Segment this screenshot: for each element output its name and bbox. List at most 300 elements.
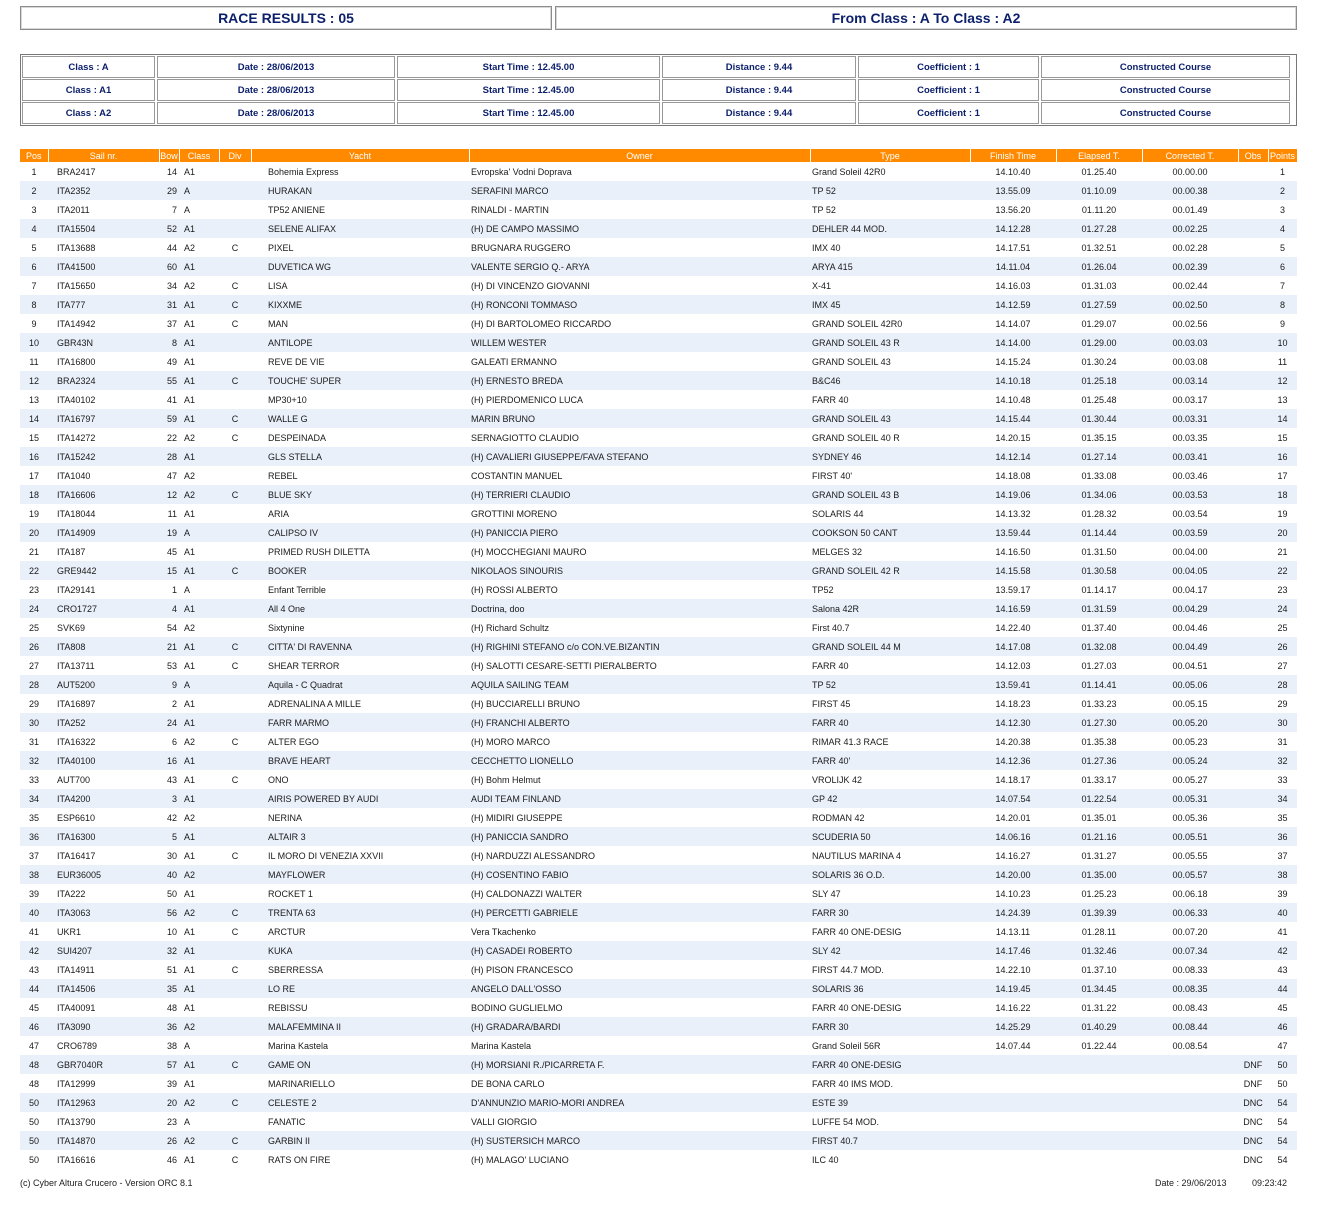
cell-owner: Evropska' Vodni Doprava: [471, 166, 572, 177]
cell-sail-nr: ITA3063: [48, 903, 159, 922]
cell-elapsed-time: 01.40.29: [1056, 1017, 1142, 1036]
cell-owner: AQUILA SAILING TEAM: [469, 675, 810, 694]
table-header: [20, 149, 1297, 162]
cell-elapsed-time: 01.29.07: [1081, 318, 1117, 329]
info-course-type: Constructed Course: [1041, 102, 1290, 124]
cell-sail-nr: ITA18044: [57, 508, 96, 519]
cell-type: GRAND SOLEIL 43 B: [810, 485, 970, 504]
cell-pos: 29: [28, 698, 39, 709]
cell-type: FARR 30: [810, 1017, 970, 1036]
col-header-bow: Bow: [160, 150, 178, 161]
cell-corrected-time: 00.05.51: [1142, 827, 1238, 846]
cell-finish-time: 14.16.22: [995, 1002, 1031, 1013]
cell-points: 42: [1268, 941, 1297, 960]
cell-sail-nr: EUR36005: [48, 865, 159, 884]
cell-yacht: Marina Kastela: [268, 1040, 329, 1051]
cell-points: 54: [1277, 1116, 1288, 1127]
cell-bow: 39: [166, 1078, 177, 1089]
cell-class: A1: [184, 394, 196, 405]
table-row: [20, 314, 1297, 333]
cell-elapsed-time: 01.30.44: [1056, 409, 1142, 428]
info-row: [22, 79, 1295, 101]
cell-corrected-time: 00.02.28: [1172, 242, 1208, 253]
cell-corrected-time: 00.03.14: [1142, 371, 1238, 390]
cell-div: [219, 1112, 251, 1131]
cell-div: C: [219, 409, 251, 428]
cell-bow: 7: [171, 204, 177, 215]
cell-type: GRAND SOLEIL 44 M: [810, 637, 970, 656]
table-row: [20, 523, 1297, 542]
cell-obs: [1238, 314, 1268, 333]
cell-bow: 11: [167, 508, 177, 519]
cell-class: A2: [184, 432, 196, 443]
cell-obs: [1238, 257, 1268, 276]
cell-div: C: [219, 1093, 251, 1112]
cell-elapsed-time: [1056, 1055, 1142, 1074]
cell-sail-nr: ITA4200: [48, 789, 159, 808]
cell-yacht: SHEAR TERROR: [268, 660, 340, 671]
cell-obs: [1238, 903, 1268, 922]
cell-sail-nr: ITA29141: [57, 584, 96, 595]
cell-div: [219, 789, 251, 808]
cell-obs: [1238, 827, 1268, 846]
cell-pos: 10: [20, 333, 48, 352]
cell-type: ARYA 415: [810, 257, 970, 276]
cell-class: A1: [184, 926, 196, 937]
cell-finish-time: 14.17.51: [995, 242, 1031, 253]
cell-class: A2: [179, 485, 219, 504]
cell-pos: 8: [20, 295, 48, 314]
cell-bow: 36: [159, 1017, 179, 1036]
cell-points: 7: [1279, 280, 1285, 291]
cell-corrected-time: 00.03.41: [1142, 447, 1238, 466]
cell-points: 47: [1277, 1040, 1288, 1051]
cell-owner: VALENTE SERGIO Q.- ARYA: [469, 257, 810, 276]
cell-pos: 50: [20, 1131, 48, 1150]
cell-div: [219, 1036, 251, 1055]
cell-finish-time: [970, 1131, 1056, 1150]
cell-obs: [1238, 485, 1268, 504]
table-row: [20, 238, 1297, 257]
cell-class: A1: [179, 979, 219, 998]
cell-class: A1: [179, 295, 219, 314]
cell-owner: (H) SUSTERSICH MARCO: [469, 1131, 810, 1150]
cell-corrected-time: 00.07.34: [1142, 941, 1238, 960]
cell-class: A1: [179, 827, 219, 846]
col-header-pos: Pos: [20, 149, 48, 162]
cell-corrected-time: 00.03.35: [1172, 432, 1208, 443]
cell-points: 16: [1268, 447, 1297, 466]
cell-corrected-time: 00.04.00: [1172, 546, 1208, 557]
cell-finish-time: 14.12.36: [970, 751, 1056, 770]
cell-sail-nr: ITA1040: [57, 470, 91, 481]
cell-pos: 41: [28, 926, 39, 937]
col-header-points: Points: [1269, 150, 1295, 161]
cell-corrected-time: 00.03.54: [1172, 508, 1208, 519]
table-body: [20, 162, 1297, 1169]
cell-div: [219, 808, 251, 827]
cell-corrected-time: 00.03.17: [1172, 394, 1208, 405]
cell-corrected-time: 00.03.08: [1172, 356, 1208, 367]
cell-points: 11: [1277, 356, 1288, 367]
cell-sail-nr: ITA16322: [57, 736, 96, 747]
cell-type: FIRST 45: [812, 698, 851, 709]
cell-class: A: [184, 584, 191, 595]
cell-sail-nr: GBR43N: [48, 333, 159, 352]
cell-obs: [1238, 371, 1268, 390]
cell-points: 4: [1268, 219, 1297, 238]
cell-class: A2: [184, 812, 196, 823]
cell-yacht: ANTILOPE: [251, 333, 469, 352]
cell-owner: GALEATI ERMANNO: [471, 356, 557, 367]
cell-bow: 43: [166, 774, 177, 785]
cell-pos: 40: [20, 903, 48, 922]
cell-pos: 14: [20, 409, 48, 428]
col-header-owner: Owner: [469, 149, 810, 162]
cell-class: A1: [179, 637, 219, 656]
cell-owner: SERAFINI MARCO: [469, 181, 810, 200]
cell-elapsed-time: 01.31.59: [1056, 599, 1142, 618]
cell-yacht: FANATIC: [268, 1116, 306, 1127]
cell-yacht: MARINARIELLO: [268, 1078, 336, 1089]
table-row: [20, 903, 1297, 922]
cell-obs: [1238, 504, 1268, 523]
cell-obs: [1238, 447, 1268, 466]
info-course-type: Constructed Course: [1041, 79, 1290, 101]
cell-type: SLY 47: [812, 888, 841, 899]
table-row: [20, 1074, 1297, 1093]
cell-points: 38: [1268, 865, 1297, 884]
cell-owner: (H) PANICCIA SANDRO: [469, 827, 810, 846]
cell-owner: (H) MIDIRI GIUSEPPE: [471, 812, 563, 823]
cell-owner: (H) PANICCIA PIERO: [469, 523, 810, 542]
cell-sail-nr: ITA16797: [48, 409, 159, 428]
cell-bow: 48: [166, 1002, 177, 1013]
cell-corrected-time: 00.05.31: [1142, 789, 1238, 808]
cell-corrected-time: 00.07.20: [1172, 926, 1208, 937]
cell-owner: (H) RIGHINI STEFANO c/o CON.VE.BIZANTIN: [469, 637, 810, 656]
cell-obs: [1238, 770, 1268, 789]
info-distance: Distance : 9.44: [662, 79, 856, 101]
cell-yacht: ALTAIR 3: [251, 827, 469, 846]
cell-points: 29: [1277, 698, 1288, 709]
cell-pos: 42: [20, 941, 48, 960]
cell-type: FARR 40 ONE-DESIG: [812, 1002, 902, 1013]
cell-finish-time: 14.22.40: [995, 622, 1031, 633]
cell-sail-nr: SVK69: [57, 622, 86, 633]
cell-type: FARR 30: [810, 903, 970, 922]
cell-pos: 50: [20, 1093, 48, 1112]
cell-elapsed-time: 01.39.39: [1056, 903, 1142, 922]
cell-bow: 59: [159, 409, 179, 428]
cell-elapsed-time: 01.14.41: [1056, 675, 1142, 694]
table-row: [20, 1017, 1297, 1036]
cell-type: GRAND SOLEIL 43: [812, 356, 891, 367]
cell-elapsed-time: 01.31.50: [1081, 546, 1117, 557]
cell-type: GP 42: [810, 789, 970, 808]
cell-points: 34: [1268, 789, 1297, 808]
table-row: [20, 1055, 1297, 1074]
cell-sail-nr: ITA13711: [57, 660, 95, 671]
cell-corrected-time: 00.08.44: [1142, 1017, 1238, 1036]
cell-bow: 49: [166, 356, 177, 367]
cell-div: [219, 713, 251, 732]
cell-sail-nr: ITA252: [48, 713, 159, 732]
cell-sail-nr: AUT700: [57, 774, 91, 785]
cell-corrected-time: 00.04.17: [1172, 584, 1208, 595]
cell-yacht: ALTER EGO: [268, 736, 319, 747]
cell-obs: [1238, 276, 1268, 295]
cell-owner: (H) CASADEI ROBERTO: [469, 941, 810, 960]
cell-elapsed-time: 01.37.10: [1081, 964, 1117, 975]
cell-finish-time: 14.10.23: [995, 888, 1031, 899]
cell-pos: 4: [20, 219, 48, 238]
cell-points: 6: [1268, 257, 1297, 276]
cell-yacht: BLUE SKY: [251, 485, 469, 504]
cell-div: [219, 219, 251, 238]
cell-type: FIRST 40': [812, 470, 853, 481]
cell-obs: [1238, 200, 1268, 219]
cell-type: SOLARIS 36: [810, 979, 970, 998]
cell-pos: 33: [28, 774, 39, 785]
cell-elapsed-time: [1056, 1131, 1142, 1150]
cell-owner: Marina Kastela: [471, 1040, 532, 1051]
cell-type: FARR 40: [812, 394, 849, 405]
cell-obs: [1238, 751, 1268, 770]
cell-corrected-time: [1142, 1055, 1238, 1074]
cell-points: 40: [1268, 903, 1297, 922]
cell-pos: 48: [28, 1078, 39, 1089]
cell-owner: (H) MALAGO' LUCIANO: [471, 1154, 569, 1165]
cell-finish-time: 14.17.46: [970, 941, 1056, 960]
table-row: [20, 827, 1297, 846]
cell-corrected-time: 00.08.35: [1142, 979, 1238, 998]
cell-div: [219, 333, 251, 352]
cell-obs: [1238, 884, 1268, 903]
cell-sail-nr: ITA14909: [48, 523, 159, 542]
cell-bow: 57: [159, 1055, 179, 1074]
race-results-title: RACE RESULTS : 05: [20, 6, 552, 30]
cell-owner: (H) MOCCHEGIANI MAURO: [471, 546, 587, 557]
cell-finish-time: 14.07.44: [995, 1040, 1031, 1051]
cell-points: 36: [1268, 827, 1297, 846]
cell-type: GRAND SOLEIL 42 R: [810, 561, 970, 580]
cell-yacht: IL MORO DI VENEZIA XXVII: [268, 850, 384, 861]
cell-class: A: [179, 523, 219, 542]
cell-elapsed-time: 01.26.04: [1056, 257, 1142, 276]
cell-finish-time: 14.15.44: [970, 409, 1056, 428]
table-row: [20, 371, 1297, 390]
cell-finish-time: 14.19.06: [970, 485, 1056, 504]
cell-obs: [1238, 561, 1268, 580]
cell-obs: [1238, 333, 1268, 352]
cell-finish-time: 14.12.59: [970, 295, 1056, 314]
info-distance: Distance : 9.44: [662, 102, 856, 124]
cell-sail-nr: ITA16897: [57, 698, 96, 709]
cell-div: C: [231, 964, 239, 975]
cell-class: A: [179, 675, 219, 694]
cell-class: A1: [179, 941, 219, 960]
cell-type: Grand Soleil 42R0: [812, 166, 886, 177]
cell-elapsed-time: 01.32.51: [1081, 242, 1117, 253]
cell-type: FARR 40: [812, 660, 849, 671]
cell-obs: [1238, 865, 1268, 884]
cell-sail-nr: ITA13790: [57, 1116, 96, 1127]
cell-points: 21: [1277, 546, 1288, 557]
cell-obs: [1238, 409, 1268, 428]
cell-obs: [1238, 979, 1268, 998]
cell-obs: [1238, 238, 1268, 257]
cell-owner: GROTTINI MORENO: [471, 508, 557, 519]
cell-owner: (H) Richard Schultz: [471, 622, 550, 633]
cell-obs: [1238, 1017, 1268, 1036]
cell-pos: 9: [31, 318, 37, 329]
cell-sail-nr: ITA14942: [57, 318, 96, 329]
cell-bow: 50: [166, 888, 177, 899]
table-row: [20, 352, 1297, 371]
col-header-div: Div: [219, 149, 251, 162]
cell-corrected-time: 00.02.25: [1142, 219, 1238, 238]
cell-bow: 42: [166, 812, 177, 823]
cell-yacht: CITTA' DI RAVENNA: [251, 637, 469, 656]
cell-div: [219, 181, 251, 200]
cell-sail-nr: ITA41500: [48, 257, 159, 276]
cell-points: 1: [1279, 166, 1285, 177]
cell-corrected-time: 00.02.44: [1172, 280, 1208, 291]
cell-corrected-time: 00.03.31: [1142, 409, 1238, 428]
cell-div: [219, 257, 251, 276]
cell-sail-nr: BRA2324: [48, 371, 159, 390]
cell-div: C: [231, 660, 239, 671]
cell-sail-nr: GBR7040R: [48, 1055, 159, 1074]
cell-yacht: LO RE: [251, 979, 469, 998]
cell-finish-time: 13.59.44: [970, 523, 1056, 542]
table-row: [20, 770, 1297, 789]
cell-class: A2: [179, 1093, 219, 1112]
cell-owner: (H) MORO MARCO: [471, 736, 550, 747]
cell-points: 35: [1277, 812, 1288, 823]
cell-elapsed-time: [1056, 1093, 1142, 1112]
cell-yacht: ROCKET 1: [268, 888, 313, 899]
info-row: [22, 56, 1295, 78]
cell-sail-nr: ITA16300: [48, 827, 159, 846]
cell-owner: (H) GRADARA/BARDI: [469, 1017, 810, 1036]
cell-sail-nr: ITA187: [57, 546, 86, 557]
cell-bow: 35: [159, 979, 179, 998]
cell-pos: 30: [20, 713, 48, 732]
cell-owner: WILLEM WESTER: [469, 333, 810, 352]
cell-type: TP 52: [810, 181, 970, 200]
cell-obs: DNF: [1243, 1078, 1263, 1089]
info-coefficient: Coefficient : 1: [858, 56, 1039, 78]
cell-class: A1: [179, 789, 219, 808]
cell-bow: 26: [159, 1131, 179, 1150]
cell-finish-time: 14.18.17: [995, 774, 1031, 785]
cell-points: 44: [1268, 979, 1297, 998]
cell-yacht: KIXXME: [251, 295, 469, 314]
cell-pos: 34: [20, 789, 48, 808]
cell-type: FIRST 40.7: [810, 1131, 970, 1150]
cell-owner: (H) DE CAMPO MASSIMO: [469, 219, 810, 238]
cell-finish-time: 14.16.59: [970, 599, 1056, 618]
cell-div: [219, 523, 251, 542]
cell-bow: 37: [166, 318, 177, 329]
cell-finish-time: 14.13.11: [995, 926, 1031, 937]
cell-elapsed-time: 01.14.17: [1081, 584, 1117, 595]
cell-div: [219, 352, 251, 371]
table-row: [20, 1112, 1297, 1131]
cell-div: C: [219, 561, 251, 580]
cell-points: 37: [1277, 850, 1288, 861]
table-row: [20, 675, 1297, 694]
cell-finish-time: [970, 1074, 1056, 1093]
cell-obs: [1238, 219, 1268, 238]
cell-div: C: [231, 736, 239, 747]
col-header-corrected-time: Corrected T.: [1142, 149, 1238, 162]
cell-finish-time: [970, 1055, 1056, 1074]
cell-finish-time: 14.25.29: [970, 1017, 1056, 1036]
cell-sail-nr: ITA777: [48, 295, 159, 314]
cell-yacht: ADRENALINA A MILLE: [268, 698, 362, 709]
cell-yacht: SBERRESSA: [268, 964, 324, 975]
cell-sail-nr: ITA40102: [57, 394, 96, 405]
cell-type: FIRST 44.7 MOD.: [812, 964, 884, 975]
cell-points: 41: [1277, 926, 1288, 937]
cell-bow: 20: [159, 1093, 179, 1112]
cell-owner: (H) FRANCHI ALBERTO: [469, 713, 810, 732]
info-class: Class : A2: [22, 102, 155, 124]
cell-pos: 23: [28, 584, 39, 595]
cell-bow: 46: [166, 1154, 177, 1165]
cell-class: A1: [184, 318, 196, 329]
cell-elapsed-time: 01.33.17: [1081, 774, 1117, 785]
cell-bow: 3: [159, 789, 179, 808]
cell-finish-time: 14.15.58: [970, 561, 1056, 580]
cell-div: [219, 884, 251, 903]
cell-bow: 51: [166, 964, 177, 975]
cell-type: COOKSON 50 CANT: [810, 523, 970, 542]
cell-points: 25: [1277, 622, 1288, 633]
cell-points: 26: [1268, 637, 1297, 656]
cell-class: A2: [184, 242, 196, 253]
cell-sail-nr: BRA2417: [57, 166, 96, 177]
cell-bow: 28: [159, 447, 179, 466]
cell-elapsed-time: 01.35.00: [1056, 865, 1142, 884]
cell-owner: COSTANTIN MANUEL: [471, 470, 563, 481]
cell-sail-nr: ITA2352: [48, 181, 159, 200]
cell-sail-nr: ITA14272: [57, 432, 96, 443]
cell-div: C: [231, 318, 239, 329]
table-row: [20, 447, 1297, 466]
cell-owner: BODINO GUGLIELMO: [471, 1002, 563, 1013]
cell-obs: DNC: [1243, 1154, 1263, 1165]
cell-owner: RINALDI - MARTIN: [471, 204, 549, 215]
cell-corrected-time: 00.06.18: [1172, 888, 1208, 899]
cell-pos: 7: [31, 280, 37, 291]
cell-type: IMX 45: [810, 295, 970, 314]
table-row: [20, 599, 1297, 618]
cell-elapsed-time: 01.25.23: [1081, 888, 1117, 899]
cell-pos: 12: [20, 371, 48, 390]
cell-div: [219, 675, 251, 694]
cell-class: A1: [184, 356, 196, 367]
cell-div: C: [219, 371, 251, 390]
cell-yacht: RATS ON FIRE: [268, 1154, 331, 1165]
cell-bow: 31: [159, 295, 179, 314]
table-row: [20, 808, 1297, 827]
cell-div: C: [231, 1154, 239, 1165]
cell-class: A1: [179, 1055, 219, 1074]
